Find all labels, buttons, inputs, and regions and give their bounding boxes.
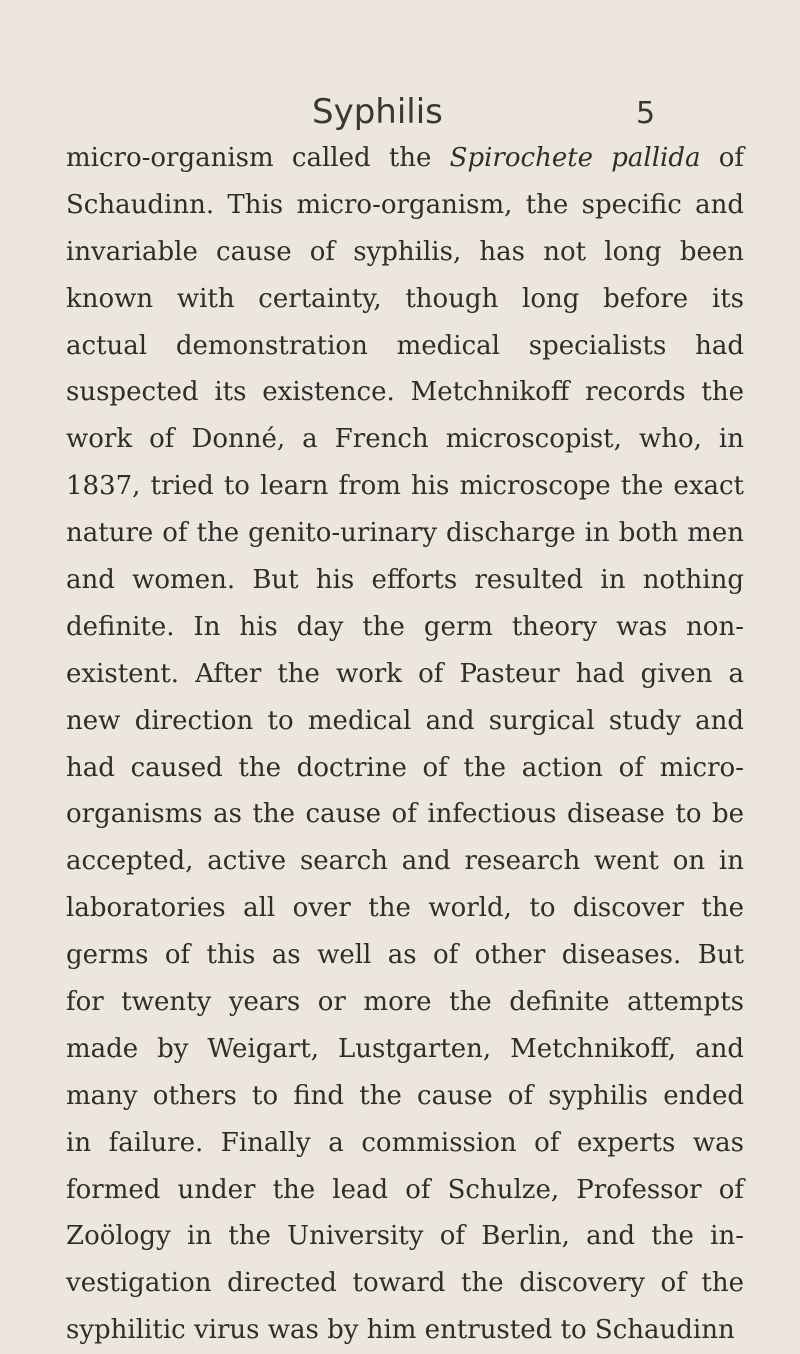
text-line: actual demonstration medical specialists had — [66, 330, 744, 361]
species-name-italic: Spirochete pallida — [449, 143, 701, 173]
text-line: Zoölogy in the University of Berlin, and the in- — [66, 1221, 744, 1252]
text-line: Schaudinn. This micro-organism, the specific and — [66, 189, 744, 220]
text-line: for twenty years or more the definite attempts — [66, 987, 744, 1018]
text-line: had caused the doctrine of the action of micro- — [66, 752, 744, 783]
text-line: existent. After the work of Pasteur had given a — [66, 658, 744, 689]
text-line: suspected its existence. Metchnikoff records the — [66, 377, 744, 408]
running-head — [0, 92, 800, 132]
running-title: Syphilis — [312, 92, 443, 132]
page-number: 5 — [636, 96, 656, 131]
text-line: laboratories all over the world, to discover the — [66, 893, 744, 924]
text-line: invariable cause of syphilis, has not long been — [66, 236, 744, 267]
text-line: definite. In his day the germ theory was non- — [66, 611, 744, 642]
text-line: germs of this as well as of other diseases. But — [66, 940, 744, 971]
text-line: accepted, active search and research went on in — [66, 846, 744, 877]
text-line: vestigation directed toward the discovery of the — [66, 1268, 744, 1299]
text-line: many others to find the cause of syphilis ended — [66, 1080, 744, 1111]
text-line: in failure. Finally a commission of experts was — [66, 1127, 744, 1158]
text-line-start: micro-organism called the — [66, 143, 450, 173]
text-line: made by Weigart, Lustgarten, Metchnikoff, and — [66, 1033, 744, 1064]
text-line: syphilitic virus was by him entrusted to Schaudinn — [66, 1315, 735, 1346]
body-text — [66, 135, 744, 1354]
text-line: formed under the lead of Schulze, Professor of — [66, 1174, 744, 1205]
text-line: organisms as the cause of infectious disease to be — [66, 799, 744, 830]
text-line: known with certainty, though long before its — [66, 283, 744, 314]
text-line: 1837, tried to learn from his microscope the exact — [66, 471, 744, 502]
text-line — [66, 135, 744, 182]
text-line: work of Donné, a French microscopist, who, in — [66, 424, 744, 455]
text-line: new direction to medical and surgical study and — [66, 705, 744, 736]
text-line: and women. But his efforts resulted in nothing — [66, 565, 744, 596]
text-line: nature of the genito-urinary discharge in both men — [66, 518, 744, 549]
text-line-end: of — [700, 143, 744, 173]
